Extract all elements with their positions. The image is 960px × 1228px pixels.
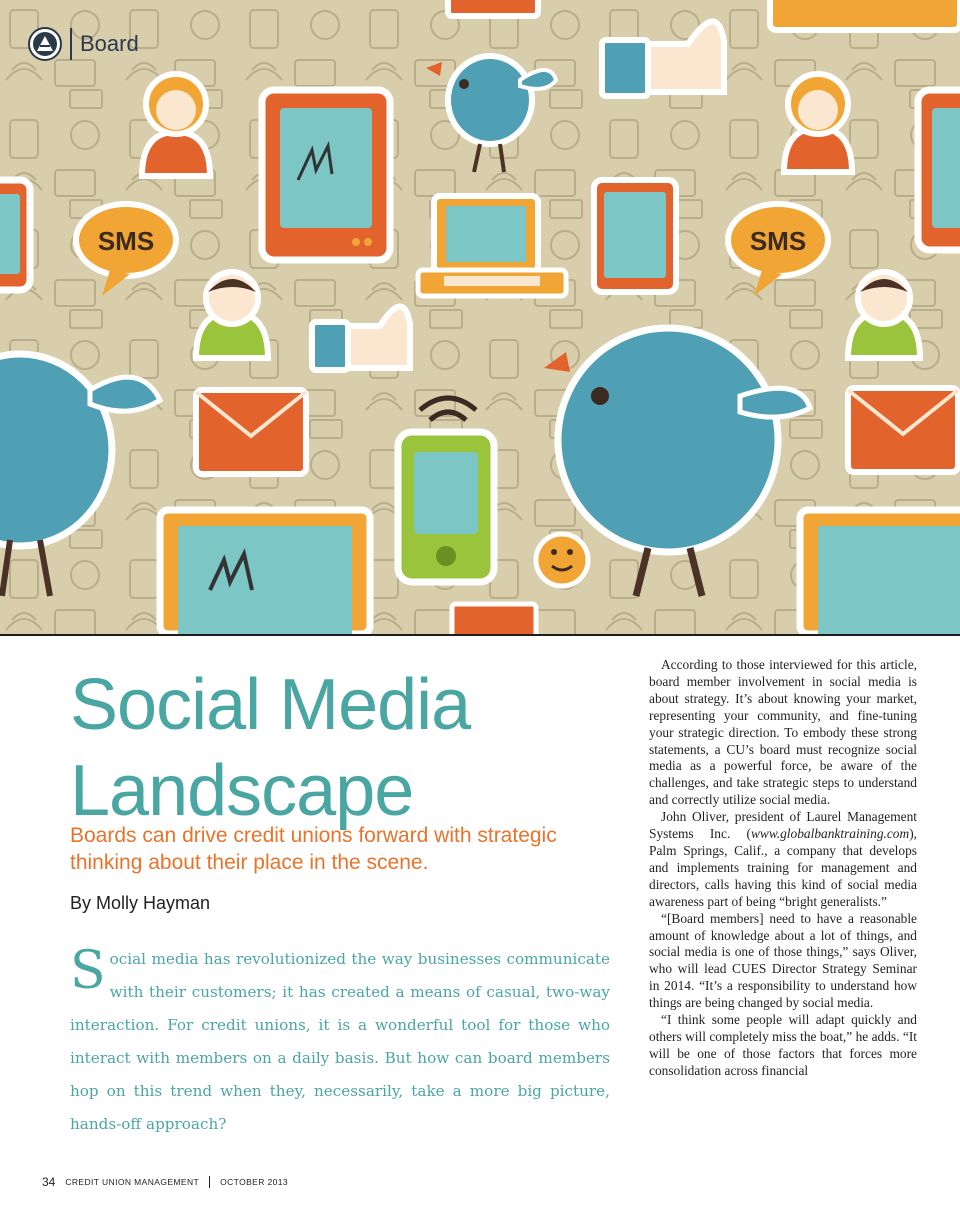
sms-label: SMS [97, 226, 155, 256]
title-line-1: Social Media [70, 665, 471, 745]
intro-text: ocial media has revolutionized the way businesses communicate with their customers; it has created a means of casual, two-way interaction. For credit unions, it is a wonderful tool for those who interact with members on a daily basis. But how can board members hop on this trend when they, necessarily, take a more big picture, hands-off approach? [70, 950, 610, 1133]
person-icon [142, 74, 210, 176]
body-paragraph-2-end: ), Palm Springs, Calif., a company that develops and implements training for management and directors, calls having this kind of social media awareness part of being “bright generalists.” [649, 826, 917, 909]
logo-icon [28, 27, 62, 61]
smiley-icon [536, 534, 588, 586]
tablet-icon [0, 180, 30, 290]
body-paragraph-1: According to those interviewed for this article, board member involvement in social media is about strategy. It’s about knowing your market, representing your community, and fine-tuning your strategic direction. To embody these strong statements, a CU’s board must recognize social media as a powerful force, be aware of the challenges, and take strategic steps to understand and correctly utilize social media. [649, 657, 917, 808]
section-divider [70, 28, 72, 60]
tablet-icon [918, 90, 960, 250]
intro-paragraph [70, 943, 610, 1141]
sms-label: SMS [749, 226, 807, 256]
body-paragraph-4: “I think some people will adapt quickly and others will completely miss the boat,” he adds. “It will be one of those factors that forces more consolidation across financial [649, 1012, 917, 1078]
section-label: Board [80, 31, 139, 56]
tablet-icon [594, 180, 676, 292]
tablet-icon [262, 90, 390, 260]
title-line-2: Landscape [70, 751, 414, 831]
byline: By Molly Hayman [70, 893, 211, 913]
article-title [70, 662, 610, 834]
body-paragraph-2 [649, 809, 917, 910]
page-footer [42, 1175, 288, 1189]
footer-divider [209, 1176, 210, 1188]
envelope-icon [452, 604, 536, 634]
laptop-icon [160, 510, 370, 634]
page-number: 34 [42, 1175, 56, 1189]
envelope-icon [448, 0, 538, 16]
drop-cap: S [70, 941, 106, 1001]
person-icon [784, 74, 852, 172]
envelope-icon [196, 390, 306, 474]
hero-divider [0, 634, 960, 636]
body-paragraph-3: “[Board members] need to have a reasonable amount of knowledge about a lot of things, and social media is one of those things,” says Oliver, who will lead CUES Director Strategy Seminar in 2014. “It’s a responsibility to understand how things are being changed by social media. [649, 910, 917, 1011]
website-link: www.globalbanktraining.com [750, 826, 910, 842]
body-paragraph-2-start: John Oliver, president of Laurel Management Systems Inc. ( [649, 809, 917, 842]
laptop-icon [770, 0, 960, 30]
article-subtitle: Boards can drive credit unions forward with strategic thinking about their place in the scene. [70, 824, 557, 874]
issue-date: OCTOBER 2013 [220, 1177, 289, 1187]
section-tag [28, 27, 139, 61]
envelope-icon [848, 388, 958, 472]
publication-name: CREDIT UNION MANAGEMENT [65, 1177, 200, 1187]
laptop-icon [800, 510, 960, 634]
body-column [649, 657, 917, 1080]
